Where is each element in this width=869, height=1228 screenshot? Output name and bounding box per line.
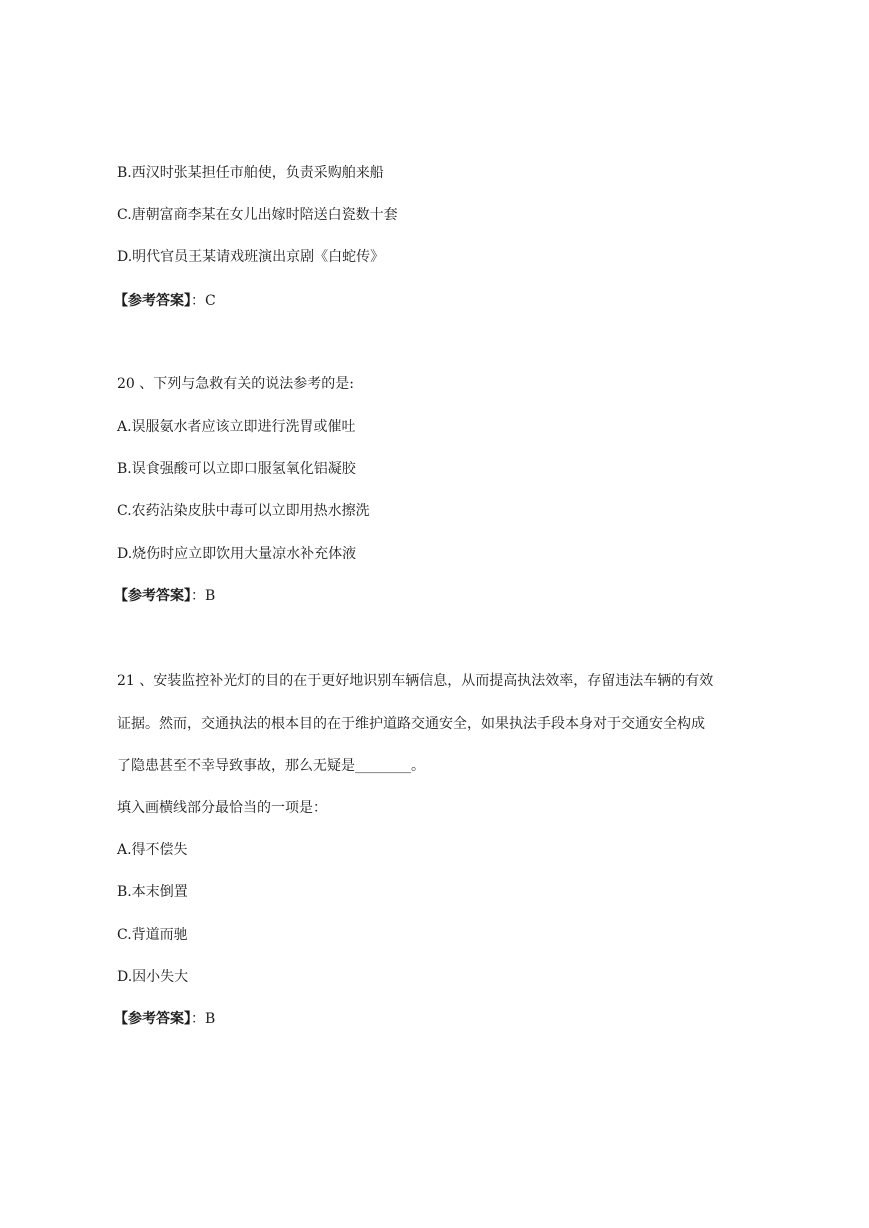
q21-stem-line-2: 证据。然而，交通执法的根本目的在于维护道路交通安全，如果执法手段本身对于交通安全构成 — [117, 716, 705, 732]
answer-value: C — [205, 293, 216, 309]
q20-option-d: D.烧伤时应立即饮用大量凉水补充体液 — [117, 546, 357, 562]
q19-option-c: C.唐朝富商李某在女儿出嫁时陪送白瓷数十套 — [117, 207, 398, 223]
q21-option-c: C.背道而驰 — [117, 927, 188, 943]
answer-value: B — [205, 588, 216, 604]
q20-option-c: C.农药沾染皮肤中毒可以立即用热水擦洗 — [117, 503, 370, 519]
answer-value: B — [205, 1011, 216, 1027]
q20-option-b: B.误食强酸可以立即口服氢氧化铝凝胶 — [117, 461, 356, 477]
q21-option-d: D.因小失大 — [117, 969, 189, 985]
q19-answer — [114, 292, 216, 310]
answer-separator: ： — [191, 588, 205, 604]
answer-label: 【参考答案】 — [114, 1011, 191, 1027]
q19-option-d: D.明代官员王某请戏班演出京剧《白蛇传》 — [117, 249, 385, 265]
q21-option-a: A.得不偿失 — [117, 842, 188, 858]
q20-answer — [114, 587, 215, 605]
q21-answer — [114, 1010, 215, 1028]
q21-stem-line-1: 21 、安装监控补光灯的目的在于更好地识别车辆信息，从而提高执法效率，存留违法车辆的有效 — [117, 673, 714, 689]
answer-separator: ： — [191, 1011, 205, 1027]
q21-prompt: 填入画横线部分最恰当的一项是： — [117, 800, 327, 816]
q21-stem-line-3: 了隐患甚至不幸导致事故，那么无疑是________。 — [117, 758, 425, 774]
q20-stem: 20 、下列与急救有关的说法参考的是: — [117, 376, 354, 392]
answer-label: 【参考答案】 — [114, 588, 191, 604]
answer-label: 【参考答案】 — [114, 293, 191, 309]
q19-option-b: B.西汉时张某担任市舶使，负责采购舶来船 — [117, 165, 384, 181]
q21-option-b: B.本末倒置 — [117, 884, 188, 900]
answer-separator: ： — [191, 293, 205, 309]
q20-option-a: A.误服氨水者应该立即进行洗胃或催吐 — [117, 419, 356, 435]
